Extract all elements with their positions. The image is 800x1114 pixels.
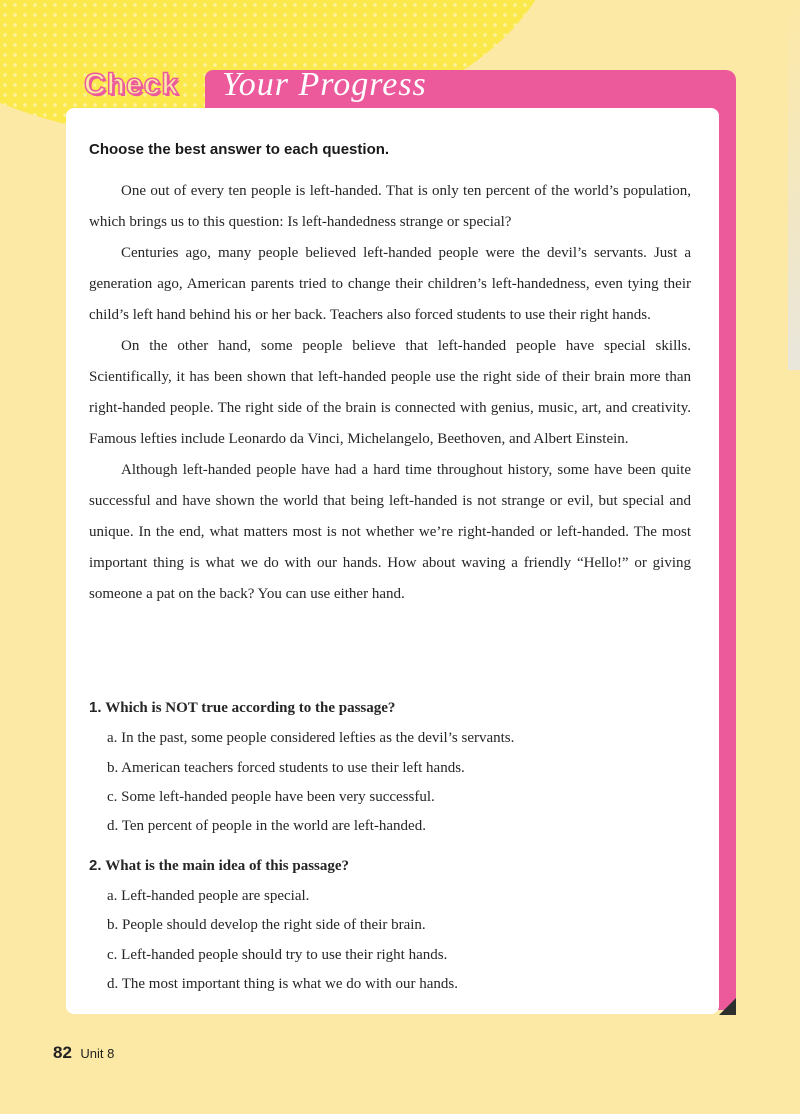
question-text: Which is NOT true according to the passage? [105, 700, 396, 716]
question-1-option-d[interactable]: d. Ten percent of people in the world are left-handed. [107, 818, 426, 834]
passage-paragraph: Centuries ago, many people believed left-handed people were the devil’s servants. Just a generation ago, American parents tried to change their children’s left-handedness, even tying their child’s left hand behind his or her back. Teachers also forced students to use their right hands. [89, 245, 691, 323]
question-1 [89, 699, 395, 717]
instruction-heading: Choose the best answer to each question. [89, 141, 390, 158]
question-2-option-c[interactable]: c. Left-handed people should try to use their right hands. [107, 947, 448, 963]
page-number: 82 [53, 1043, 72, 1062]
page-fold-corner [719, 998, 736, 1015]
question-2-option-b[interactable]: b. People should develop the right side of their brain. [107, 917, 426, 933]
header-progress-title: Your Progress [222, 66, 427, 103]
question-2 [89, 857, 349, 875]
question-number: 2. [89, 857, 102, 874]
question-text: What is the main idea of this passage? [105, 858, 350, 874]
question-number: 1. [89, 699, 102, 716]
passage-paragraph: Although left-handed people have had a hard time throughout history, some have been quite successful and have shown the world that being left-handed is not strange or evil, but special and unique. In the end, what matters most is not whether we’re right-handed or left-handed. The most important thing is what we do with our hands. How about waving a friendly “Hello!” or giving someone a pat on the back? You can use either hand. [89, 462, 691, 602]
question-2-option-d[interactable]: d. The most important thing is what we do with our hands. [107, 976, 458, 992]
header-check-label: Check [84, 68, 180, 101]
passage-paragraph: On the other hand, some people believe that left-handed people have special skills. Scientifically, it has been shown that left-handed people use the right side of their brain more than right-handed people. The right side of the brain is connected with genius, music, art, and creativity. Famous lefties include Leonardo da Vinci, Michelangelo, Beethoven, and Albert Einstein. [89, 338, 691, 447]
reading-passage [89, 176, 691, 610]
question-2-option-a[interactable]: a. Left-handed people are special. [107, 888, 310, 904]
question-1-option-a[interactable]: a. In the past, some people considered lefties as the devil’s servants. [107, 730, 515, 746]
unit-label: Unit 8 [80, 1046, 115, 1061]
question-1-option-c[interactable]: c. Some left-handed people have been very successful. [107, 789, 435, 805]
page-footer [53, 1043, 114, 1063]
passage-paragraph: One out of every ten people is left-handed. That is only ten percent of the world’s population, which brings us to this question: Is left-handedness strange or special? [89, 183, 691, 230]
page-edge-shadow [788, 0, 800, 370]
question-1-option-b[interactable]: b. American teachers forced students to use their left hands. [107, 760, 465, 776]
